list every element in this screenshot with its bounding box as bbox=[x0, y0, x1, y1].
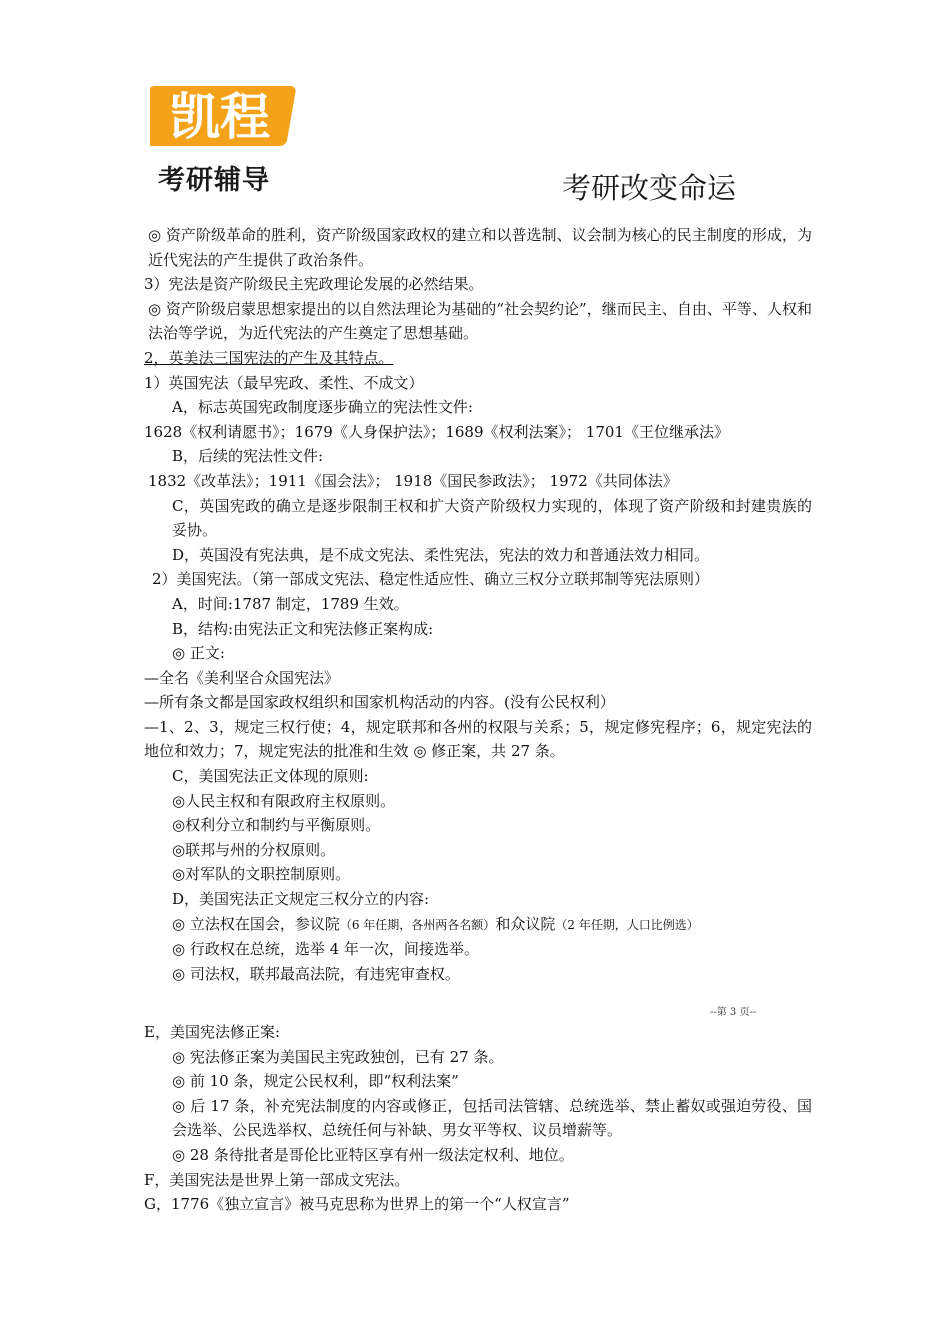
slogan: 考研改变命运 bbox=[562, 171, 737, 205]
section-heading: 2，英美法三国宪法的产生及其特点。 bbox=[144, 348, 394, 367]
list-item: ◎联邦与州的分权原则。 bbox=[172, 840, 336, 859]
paragraph: 1832《改革法》；1911《国会法》； 1918《国民参政法》； 1972《共同体法》 bbox=[148, 471, 678, 490]
paragraph: 3）宪法是资产阶级民主宪政理论发展的必然结果。 bbox=[144, 275, 484, 294]
house-note: （2 年任期，人口比例选） bbox=[555, 917, 699, 932]
page-body bbox=[144, 223, 812, 986]
list-item: ◎权利分立和制约与平衡原则。 bbox=[172, 816, 381, 835]
paragraph: D，英国没有宪法典，是不成文宪法、柔性宪法，宪法的效力和普通法效力相同。 bbox=[172, 545, 710, 564]
list-item bbox=[144, 912, 812, 938]
list-item: ◎ 宪法修正案为美国民主宪政独创，已有 27 条。 bbox=[172, 1047, 504, 1066]
subsection-heading: 2）美国宪法。（第一部成文宪法、稳定性适应性、确立三权分立联邦制等宪法原则） bbox=[152, 570, 710, 589]
paragraph: G，1776《独立宣言》被马克思称为世界上的第一个“人权宣言” bbox=[144, 1195, 570, 1214]
house-text: 和众议院 bbox=[495, 914, 556, 933]
paragraph: A，标志英国宪政制度逐步确立的宪法性文件: bbox=[172, 398, 473, 417]
list-item: ◎ 前 10 条，规定公民权利，即“权利法案” bbox=[172, 1072, 459, 1091]
paragraph: D，美国宪法正文规定三权分立的内容: bbox=[172, 890, 430, 909]
paragraph: —所有条文都是国家政权组织和国家机构活动的内容。(没有公民权利） bbox=[144, 693, 615, 712]
page-number: --第 3 页-- bbox=[710, 1007, 757, 1018]
paragraph: —全名《美利坚合众国宪法》 bbox=[144, 668, 340, 687]
paragraph: C，美国宪法正文体现的原则: bbox=[172, 767, 369, 786]
list-item: ◎ 行政权在总统，选举 4 年一次，间接选举。 bbox=[172, 940, 479, 959]
paragraph: ◎ 资产阶级启蒙思想家提出的以自然法理论为基础的“社会契约论”，继而民主、自由、平等、人权和法治等学说，为近代宪法的产生奠定了思想基础。 bbox=[148, 299, 812, 343]
list-item: ◎对军队的文职控制原则。 bbox=[172, 865, 351, 884]
page-body-continued bbox=[144, 1020, 812, 1217]
logo-mark bbox=[150, 78, 298, 152]
paragraph: C，英国宪政的确立是逐步限制王权和扩大资产阶级权力实现的，体现了资产阶级和封建贵族的妥协。 bbox=[172, 496, 812, 540]
paragraph: ◎ 资产阶级革命的胜利，资产阶级国家政权的建立和以普选制、议会制为核心的民主制度的形成，为近代宪法的产生提供了政治条件。 bbox=[148, 226, 812, 269]
svg-text:凯程: 凯程 bbox=[170, 88, 270, 146]
paragraph: A，时间:1787 制定，1789 生效。 bbox=[172, 594, 409, 613]
list-item: ◎ 后 17 条，补充宪法制度的内容或修正，包括司法管辖、总统选举、禁止蓄奴或强迫劳役、国会选举、公民选举权、总统任何与补缺、男女平等权、议员增薪等。 bbox=[172, 1096, 812, 1140]
list-item: ◎人民主权和有限政府主权原则。 bbox=[172, 791, 396, 810]
subsection-heading: 1）英国宪法（最早宪政、柔性、不成文） bbox=[144, 373, 424, 392]
senate-note: （6 年任期，各州两各名额） bbox=[339, 917, 496, 932]
legislative-text: ◎ 立法权在国会，参议院 bbox=[172, 914, 340, 933]
list-item: ◎ 28 条待批者是哥伦比亚特区享有州一级法定权利、地位。 bbox=[172, 1145, 574, 1164]
paragraph: ◎ 正文: bbox=[172, 644, 225, 663]
logo bbox=[150, 78, 300, 198]
paragraph: 1628《权利请愿书》；1679《人身保护法》；1689《权利法案》； 1701《王位继承法》 bbox=[144, 422, 729, 441]
subsection-heading: E，美国宪法修正案: bbox=[144, 1023, 281, 1041]
paragraph: —1、2、3，规定三权行使；4，规定联邦和各州的权限与关系；5，规定修宪程序；6，规定宪法的地位和效力；7，规定宪法的批准和生效 ◎ 修正案，共 27 条。 bbox=[144, 717, 812, 761]
paragraph: F，美国宪法是世界上第一部成文宪法。 bbox=[144, 1170, 410, 1189]
logo-subtitle: 考研辅导 bbox=[158, 165, 270, 196]
list-item: ◎ 司法权，联邦最高法院，有违宪审查权。 bbox=[172, 964, 460, 983]
paragraph: B，后续的宪法性文件: bbox=[172, 447, 324, 466]
paragraph: B，结构:由宪法正文和宪法修正案构成: bbox=[172, 619, 434, 638]
